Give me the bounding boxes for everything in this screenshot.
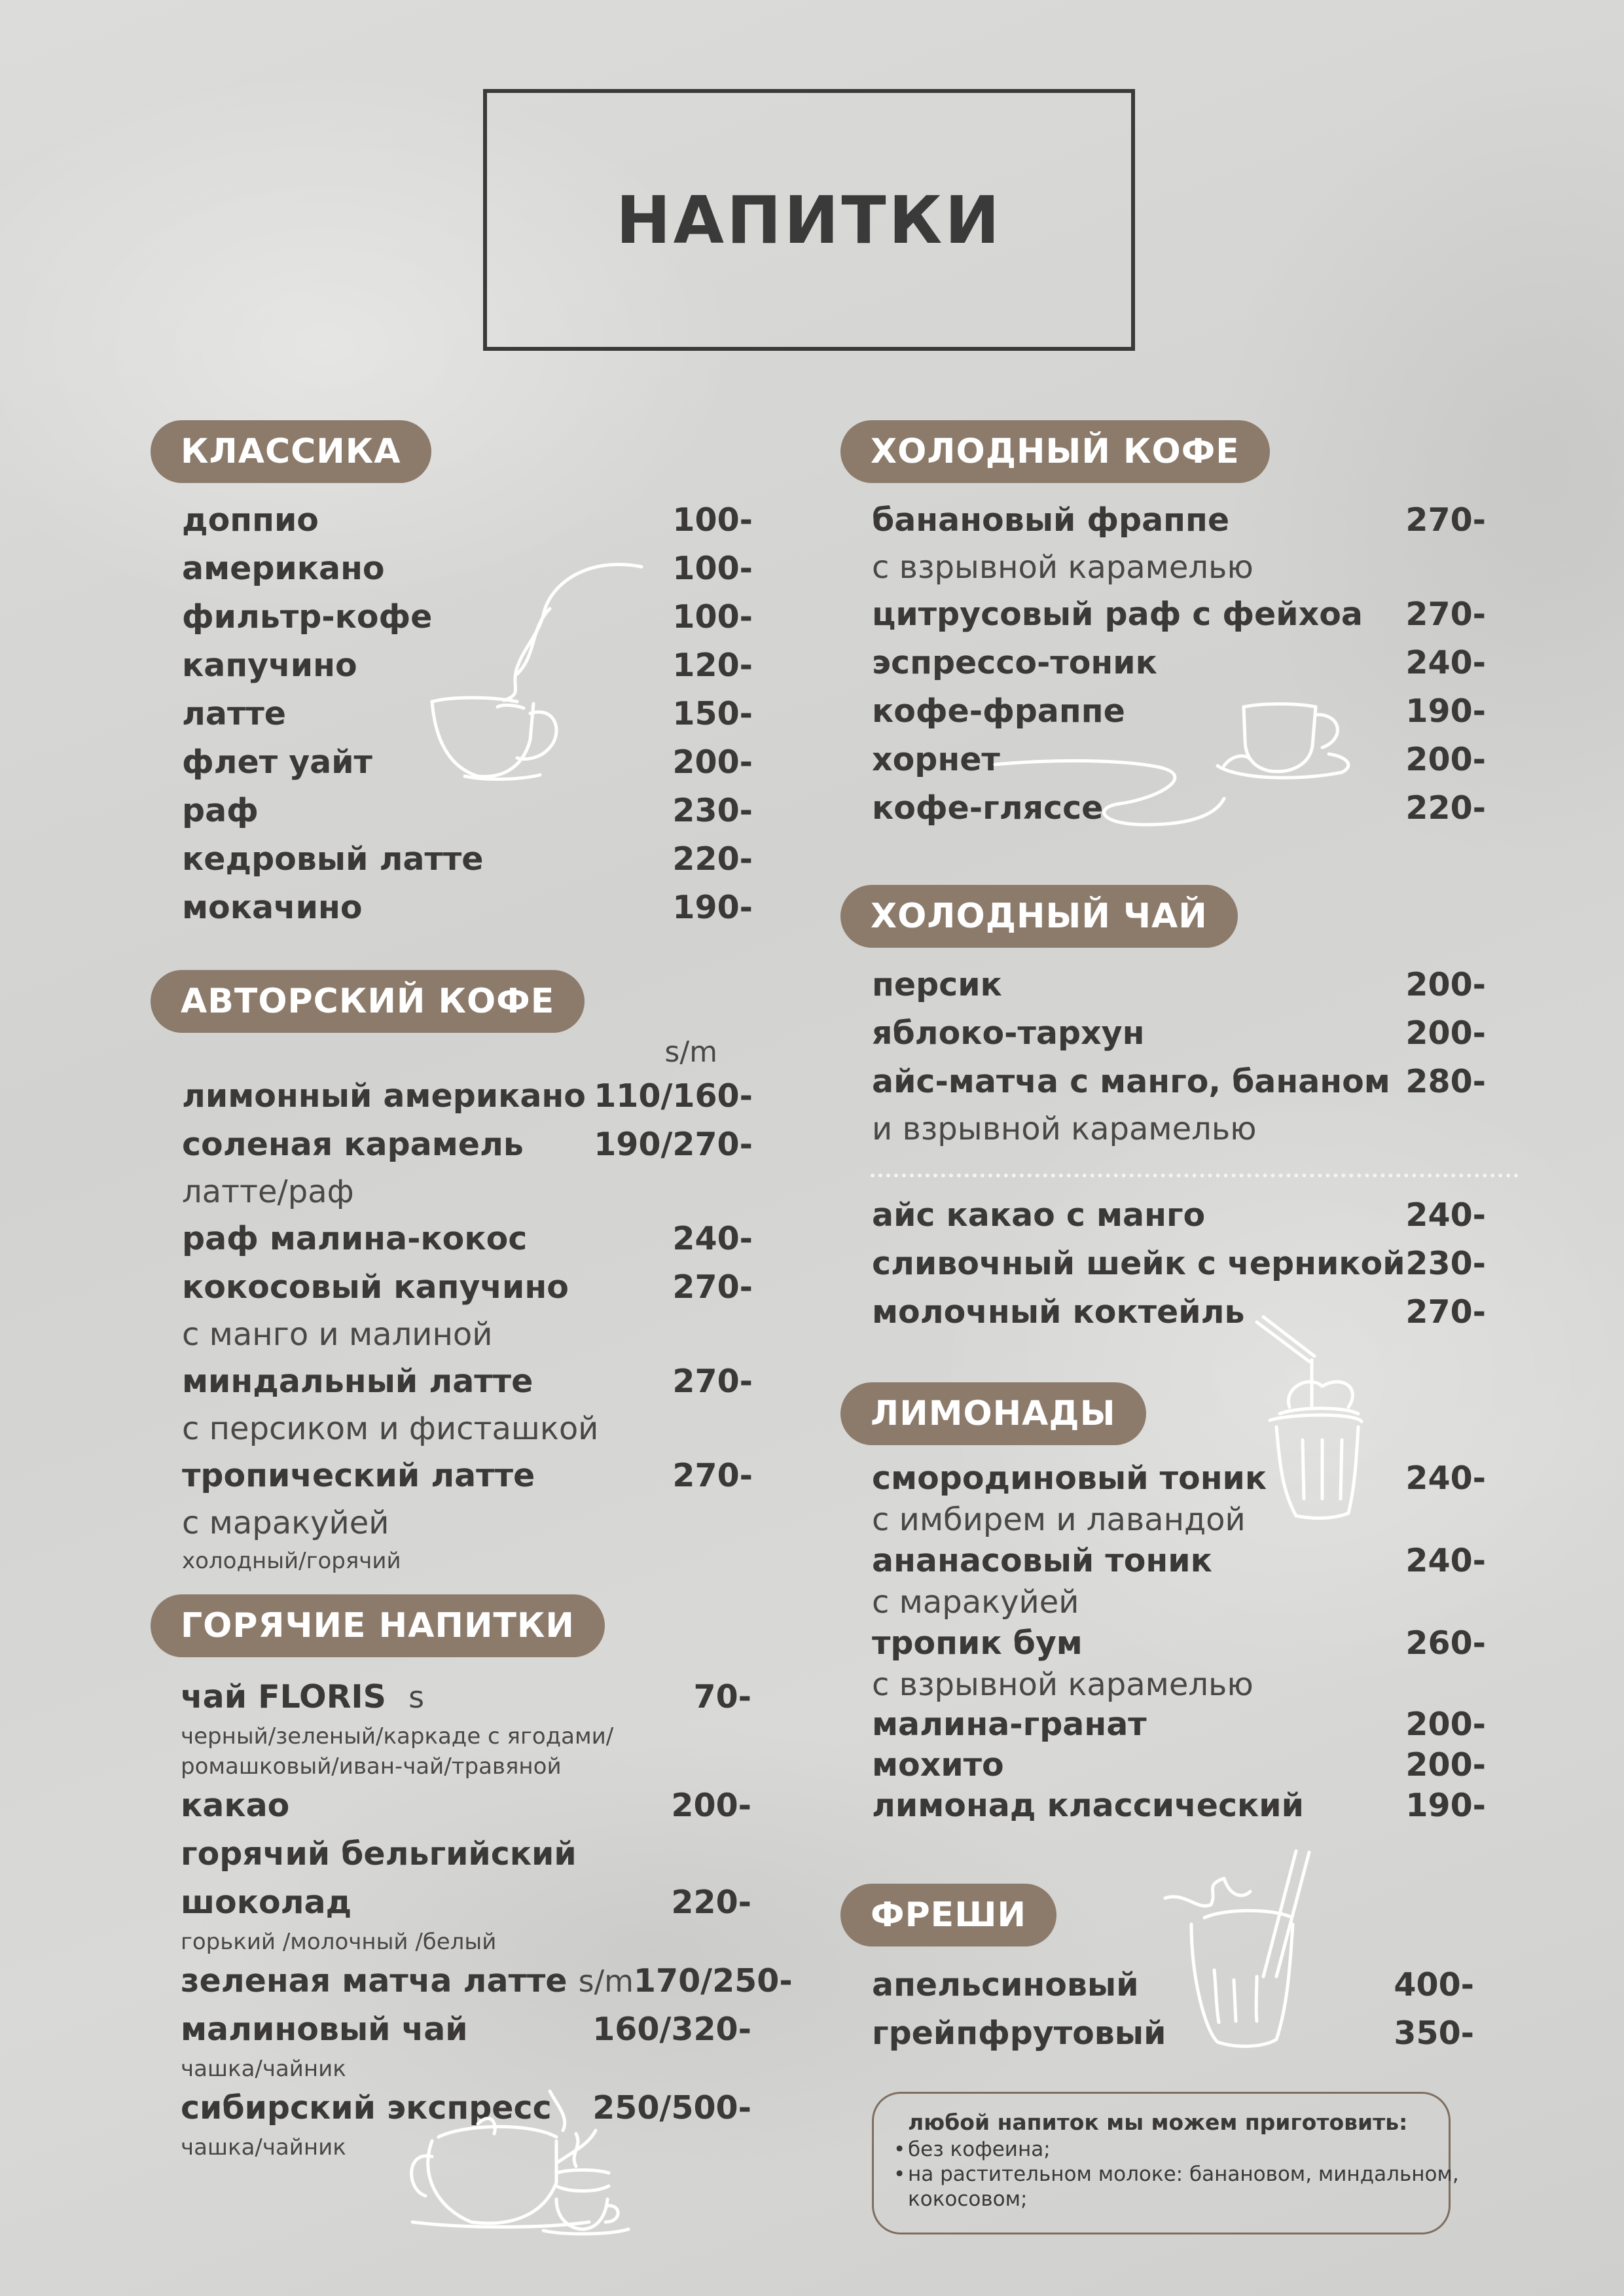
item-name: миндальный латте — [182, 1363, 533, 1400]
item-name: кофе-фраппе — [872, 692, 1125, 730]
section-label-hot: ГОРЯЧИЕ НАПИТКИ — [151, 1594, 605, 1657]
item-price: 270- — [1405, 501, 1486, 539]
item-price: 240- — [1405, 1460, 1486, 1497]
coffee-cup-saucer-icon — [988, 694, 1355, 831]
dotted-divider — [871, 1174, 1519, 1177]
item-description: с имбирем и лавандой — [872, 1501, 1246, 1538]
item-price: 190- — [672, 889, 753, 926]
item-price: 240- — [1405, 1196, 1486, 1234]
item-name: какао — [181, 1787, 290, 1824]
item-price: 400- — [1394, 1966, 1474, 2003]
note-line: кокосовом; — [908, 2187, 1028, 2211]
item-price: 200- — [1405, 1706, 1486, 1743]
item-price: 220- — [671, 1884, 751, 1921]
section-hot — [151, 1594, 793, 2162]
item-note: черный/зеленый/каркаде с ягодами/ — [181, 1723, 614, 1749]
menu-item — [872, 496, 1486, 545]
milkshake-icon — [1244, 1309, 1375, 1525]
menu-item — [872, 1745, 1486, 1785]
size-hint: s — [408, 1679, 425, 1715]
menu-item — [181, 2005, 751, 2054]
item-price: 150- — [672, 695, 753, 732]
item-name: лимонный американо — [182, 1077, 586, 1115]
menu-item — [182, 1215, 753, 1263]
item-name: американо — [182, 550, 385, 587]
note-box — [872, 2092, 1459, 2234]
item-price: 100- — [672, 598, 753, 636]
item-note: чашка/чайник — [181, 2134, 346, 2161]
menu-item — [872, 1288, 1486, 1336]
menu-item — [872, 1191, 1486, 1240]
item-price: 200- — [1405, 1014, 1486, 1052]
menu-item — [872, 1704, 1486, 1745]
item-name: банановый фраппе — [872, 501, 1230, 539]
item-price: 200- — [1405, 966, 1486, 1003]
section-label-cold-coffee: ХОЛОДНЫЙ КОФЕ — [840, 420, 1270, 483]
note-title: любой напиток мы можем приготовить: — [908, 2109, 1408, 2135]
item-name: айс какао с манго — [872, 1196, 1206, 1234]
item-price: 110/160- — [594, 1077, 753, 1115]
page-title: НАПИТКИ — [615, 181, 1003, 259]
item-price: 100- — [672, 550, 753, 587]
item-name: тропический латте — [182, 1457, 535, 1494]
note-line: • на растительном молоке: банановом, миндальном, — [893, 2162, 1459, 2186]
item-price: 200- — [671, 1787, 751, 1824]
item-price: 270- — [1405, 1293, 1486, 1331]
section-cold-tea — [840, 885, 1521, 1336]
item-price: 270- — [672, 1457, 753, 1494]
menu-item — [181, 1878, 751, 1927]
item-name: хорнет — [872, 741, 1000, 778]
item-name: кедровый латте — [182, 840, 484, 878]
item-name: цитрусовый раф с фейхоа — [872, 596, 1363, 633]
item-name: фильтр-кофе — [182, 598, 433, 636]
item-name: молочный коктейль — [872, 1293, 1245, 1331]
item-price: 240- — [1405, 644, 1486, 681]
item-price: 260- — [1405, 1624, 1486, 1662]
item-name: мохито — [872, 1746, 1004, 1784]
item-name: кокосовый капучино — [182, 1268, 569, 1306]
item-name: капучино — [182, 647, 357, 684]
item-name: тропик бум — [872, 1624, 1083, 1662]
item-price: 230- — [672, 792, 753, 829]
section-label-lemonades: ЛИМОНАДЫ — [840, 1382, 1146, 1445]
menu-item — [872, 1058, 1486, 1106]
item-price: 280- — [1405, 1063, 1486, 1100]
item-description: с маракуйей — [182, 1505, 389, 1541]
menu-item — [182, 1121, 753, 1169]
menu-item — [872, 1009, 1486, 1058]
item-name: яблоко-тархун — [872, 1014, 1145, 1052]
item-name: лимонад классический — [872, 1787, 1304, 1824]
item-price: 230- — [1405, 1245, 1486, 1282]
item-price: 190/270- — [594, 1126, 753, 1163]
small-cup-icon — [537, 2127, 635, 2238]
menu-item — [182, 835, 753, 884]
item-price: 200- — [672, 744, 753, 781]
item-name: соленая карамель — [182, 1126, 524, 1163]
item-price: 240- — [1405, 1542, 1486, 1579]
item-name: сибирский экспресс — [181, 2089, 552, 2126]
item-price: 220- — [1405, 789, 1486, 827]
item-name: эспрессо-тоник — [872, 644, 1157, 681]
item-note: горький /молочный /белый — [181, 1929, 497, 1955]
item-price: 350- — [1394, 2015, 1474, 2052]
item-name: персик — [872, 966, 1002, 1003]
item-name: смородиновый тоник — [872, 1460, 1267, 1497]
item-description: латте/раф — [182, 1174, 354, 1210]
menu-item — [182, 1072, 753, 1121]
menu-item — [872, 961, 1486, 1009]
item-name: латте — [182, 695, 286, 732]
item-price: 160/320- — [592, 2011, 751, 2048]
item-description: с манго и малиной — [182, 1316, 493, 1353]
bullet: • — [893, 2138, 906, 2161]
menu-item — [182, 1357, 753, 1406]
section-label-author: АВТОРСКИЙ КОФЕ — [151, 970, 585, 1033]
section-author — [151, 970, 753, 1576]
item-note: чашка/чайник — [181, 2056, 346, 2082]
section-label-fresh: ФРЕШИ — [840, 1884, 1056, 1946]
item-description: и взрывной карамелью — [872, 1111, 1257, 1147]
item-description: с взрывной карамелью — [872, 1666, 1254, 1703]
item-price: 250/500- — [592, 2089, 751, 2126]
item-name: горячий бельгийский — [181, 1835, 577, 1873]
bullet: • — [893, 2162, 906, 2186]
size-hint: s/m — [664, 1035, 717, 1069]
section-lemonades — [840, 1382, 1521, 1826]
fresh-juice-glass-icon — [1159, 1846, 1316, 2055]
item-name: чай FLORIS s — [181, 1678, 425, 1715]
menu-item — [872, 590, 1486, 639]
section-label-classic: КЛАССИКА — [151, 420, 431, 483]
title-frame — [483, 89, 1135, 351]
item-name: сливочный шейк с черникой — [872, 1245, 1405, 1282]
item-note: холодный/горячий — [182, 1548, 401, 1574]
item-price: 100- — [672, 501, 753, 539]
item-description: с маракуйей — [872, 1584, 1079, 1621]
menu-item — [181, 1957, 793, 2005]
item-note: ромашковый/иван-чай/травяной — [181, 1753, 562, 1780]
item-price: 220- — [672, 840, 753, 878]
item-description: с персиком и фисташкой — [182, 1410, 599, 1447]
menu-item — [182, 1263, 753, 1312]
menu-item — [181, 1782, 751, 1830]
menu-item — [182, 884, 753, 932]
menu-item — [182, 1452, 753, 1500]
item-description: с взрывной карамелью — [872, 549, 1254, 586]
item-price: 270- — [1405, 596, 1486, 633]
item-name: апельсиновый — [872, 1966, 1139, 2003]
item-name: флет уайт — [182, 744, 372, 781]
item-price: 170/250- — [633, 1962, 793, 2000]
menu-item — [182, 496, 753, 545]
item-name: малиновый чай — [181, 2011, 468, 2048]
coffee-cup-steam-icon — [425, 556, 661, 785]
item-price: 270- — [672, 1363, 753, 1400]
item-price: 200- — [1405, 1746, 1486, 1784]
item-name: раф — [182, 792, 259, 829]
section-label-cold-tea: ХОЛОДНЫЙ ЧАЙ — [840, 885, 1238, 948]
menu-item — [872, 1785, 1486, 1826]
item-name: ананасовый тоник — [872, 1542, 1212, 1579]
item-name: кофе-гляссе — [872, 789, 1104, 827]
item-price: 270- — [672, 1268, 753, 1306]
item-name: раф малина-кокос — [182, 1220, 528, 1257]
menu-item — [872, 639, 1486, 687]
item-price: 190- — [1405, 1787, 1486, 1824]
menu-item — [872, 1539, 1486, 1583]
item-price: 240- — [672, 1220, 753, 1257]
item-name-line2: шоколад — [181, 1884, 352, 1921]
size-hint: s/m — [578, 1964, 634, 1999]
item-name: айс-матча с манго, бананом — [872, 1063, 1390, 1100]
item-name: зеленая матча латте s/m — [181, 1962, 634, 2000]
item-name: малина-гранат — [872, 1706, 1147, 1743]
menu-item — [182, 787, 753, 835]
item-price: 70- — [693, 1678, 751, 1715]
menu-item — [181, 1673, 751, 1721]
item-name: мокачино — [182, 889, 363, 926]
menu-item — [872, 1457, 1486, 1500]
menu-item — [872, 1622, 1486, 1665]
item-name: доппио — [182, 501, 319, 539]
menu-item — [872, 1240, 1486, 1288]
divider-gap — [872, 1152, 1486, 1191]
item-price: 120- — [672, 647, 753, 684]
item-price: 200- — [1405, 741, 1486, 778]
note-line: • без кофеина; — [893, 2138, 1051, 2161]
item-name: грейпфрутовый — [872, 2015, 1166, 2052]
item-price: 190- — [1405, 692, 1486, 730]
